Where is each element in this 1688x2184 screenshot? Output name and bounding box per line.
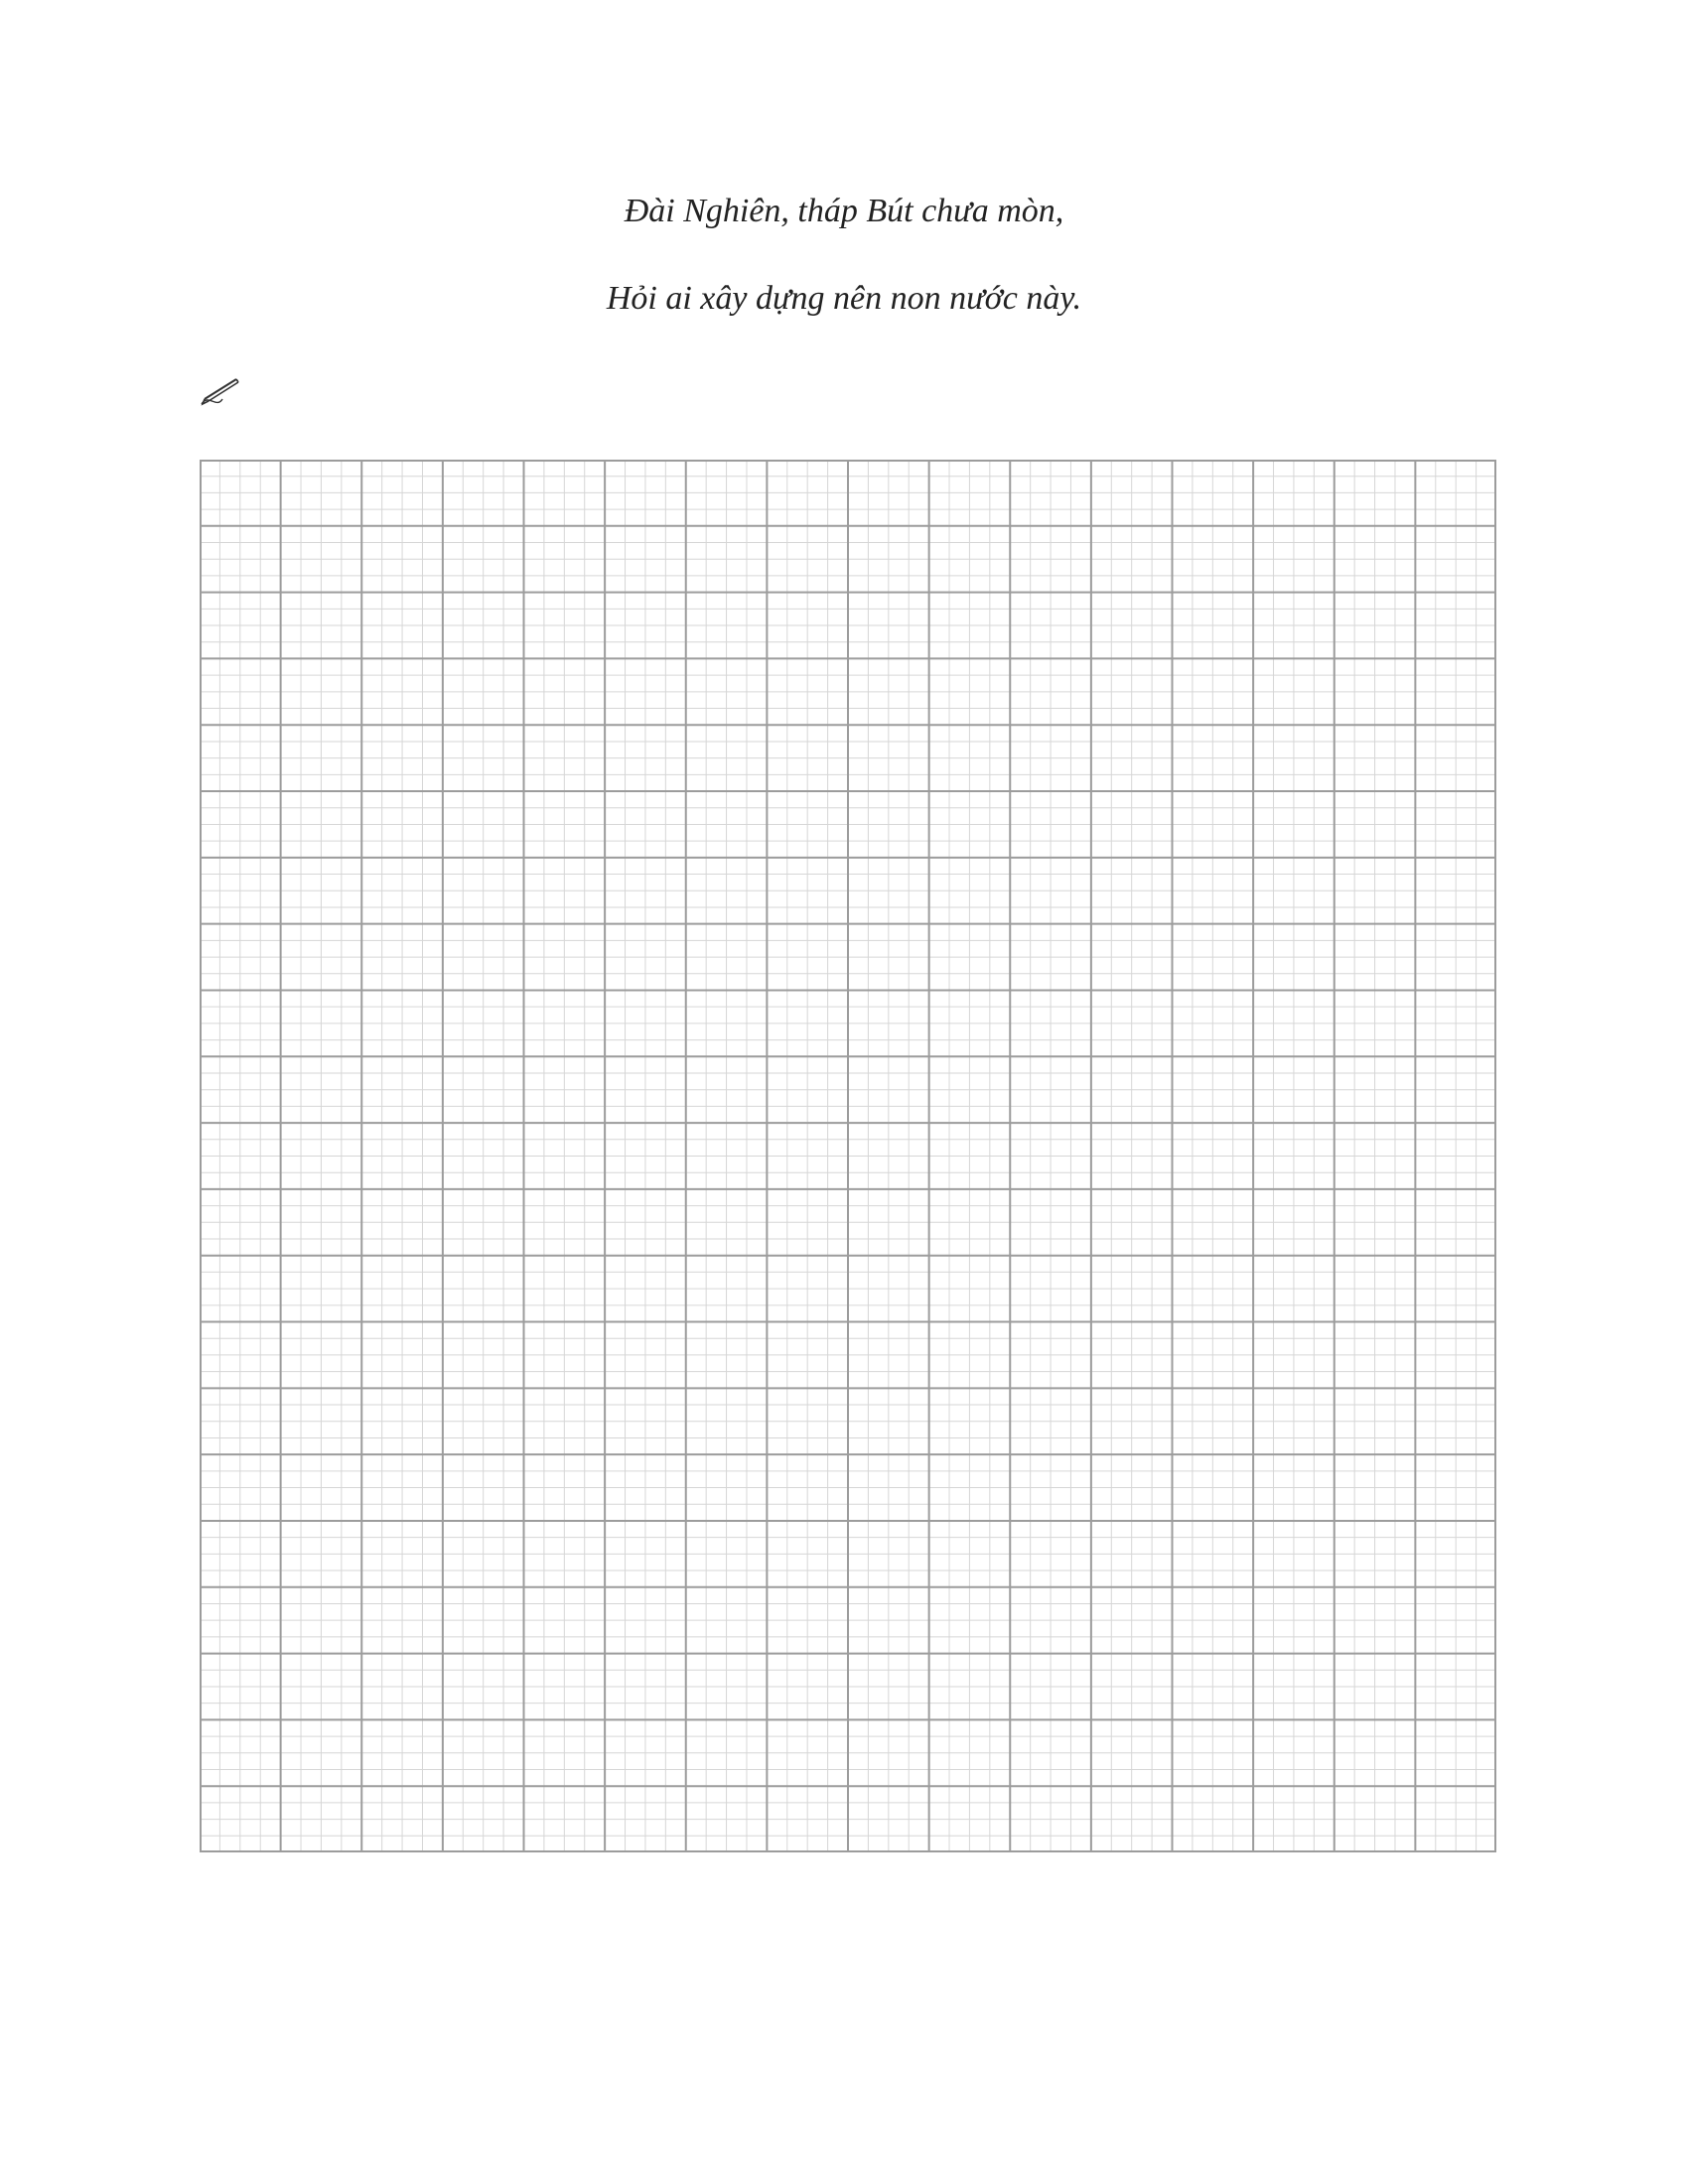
writing-grid [200, 460, 1496, 1852]
poem [0, 195, 1688, 369]
writing-grid-lines [200, 460, 1496, 1852]
poem-line-2: Hỏi ai xây dựng nên non nước này. [606, 280, 1082, 317]
pen-writing-icon [199, 371, 244, 407]
poem-line-1: Đài Nghiên, tháp Bút chưa mòn, [624, 193, 1064, 229]
